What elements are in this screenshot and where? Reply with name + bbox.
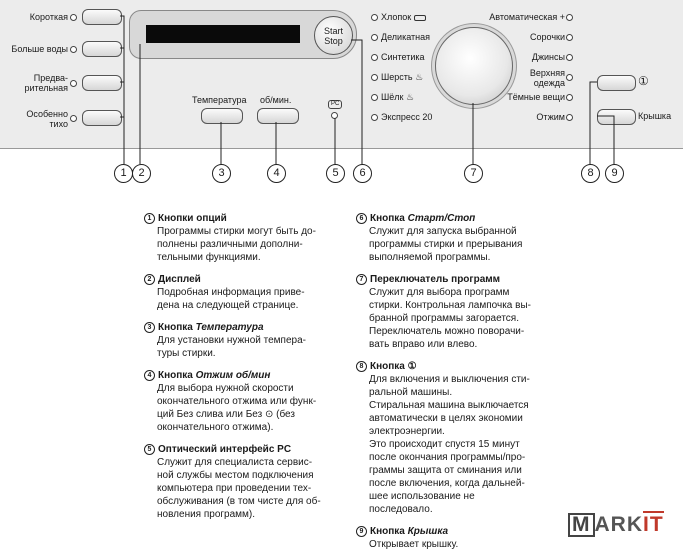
description-1: 1 Кнопки опций Программы стирки могут быть до- полнены различными дополни- тельными функциями. [144,212,349,264]
option-label-quiet: Особенно тихо [26,109,68,129]
hand-wash-icon: ♨ [405,92,415,102]
callout-4: 4 [267,164,286,183]
spin-label: об/мин. [260,95,292,105]
start-stop-label: Start Stop [323,25,343,46]
description-1-body: Программы стирки могут быть до- полнены различными дополни- тельными функциями. [157,226,316,263]
program-label-synthetic: Синтетика [381,52,425,62]
description-6: 6 Кнопка Старт/Стоп Служит для запуска выбранной программы стирки и прерывания выполняемой программы. [356,212,561,264]
temperature-label: Температура [192,95,247,105]
description-2: 2 Дисплей Подробная информация приве- дена на следующей странице. [144,273,349,312]
pc-label: PC [328,100,342,109]
program-label-outerwear: Верхняя одежда [529,68,565,88]
callout-2: 2 [132,164,151,183]
program-label-wool: Шерсть ♨ [381,72,424,82]
program-label-cotton: Хлопок [381,12,426,22]
callout-9: 9 [605,164,624,183]
callout-8: 8 [581,164,600,183]
option-label-prewash: Предва- рительная [24,73,68,93]
description-7: 7 Переключатель программ Служит для выбора программ стирки. Контрольная лампочка вы- бранной программы загорается. Переключатель можно поворачи- вать вправо или влево. [356,273,561,351]
callout-5: 5 [326,164,345,183]
program-label-silk: Шёлк ♨ [381,92,415,102]
program-label-express: Экспресс 20 [381,112,433,122]
description-9: 9 Кнопка Крышка Открывает крышку. [356,525,561,551]
markit-logo: M ARKIT [568,513,674,539]
option-label-short: Короткая [29,12,68,22]
description-5: 5 Оптический интерфейс PC Служит для специалиста сервис- ной службы местом подключения компьютера при проведении тех- обслуживания (в том чисте для об- новления программ). [144,443,349,521]
callout-leader-lines [0,0,683,190]
option-label-more-water: Больше воды [11,44,68,54]
callout-7: 7 [464,164,483,183]
description-column-left [144,212,349,530]
program-label-jeans: Джинсы [531,52,565,62]
program-label-spin: Отжим [536,112,565,122]
program-label-automatic: Автоматическая + [489,12,565,22]
program-label-shirts: Сорочки [530,32,565,42]
description-8: 8 Кнопка ① Для включения и выключения сти- ральной машины. Стиральная машина выключается автоматически в целях экономии электроэнергии. Это происходит спустя 15 минут после окончания программы/про- граммы защита от сминания или после включения, когда дальней- шее использование не последовало. [356,360,561,516]
program-label-dark: Тёмные вещи [507,92,565,102]
description-4: 4 Кнопка Отжим об/мин Для выбора нужной скорости окончательного отжима или функ- ций Без слива или Без ⊙ (без окончательного отжима). [144,369,349,434]
callout-6: 6 [353,164,372,183]
program-label-delicate: Деликатная [381,32,430,42]
description-3: 3 Кнопка Температура Для установки нужной темпера- туры стирки. [144,321,349,360]
power-icon: ① [638,74,649,88]
hand-wash-icon: ♨ [415,72,424,82]
callout-1: 1 [114,164,133,183]
description-column-right [356,212,561,560]
callout-3: 3 [212,164,231,183]
lid-label: Крышка [638,111,672,121]
